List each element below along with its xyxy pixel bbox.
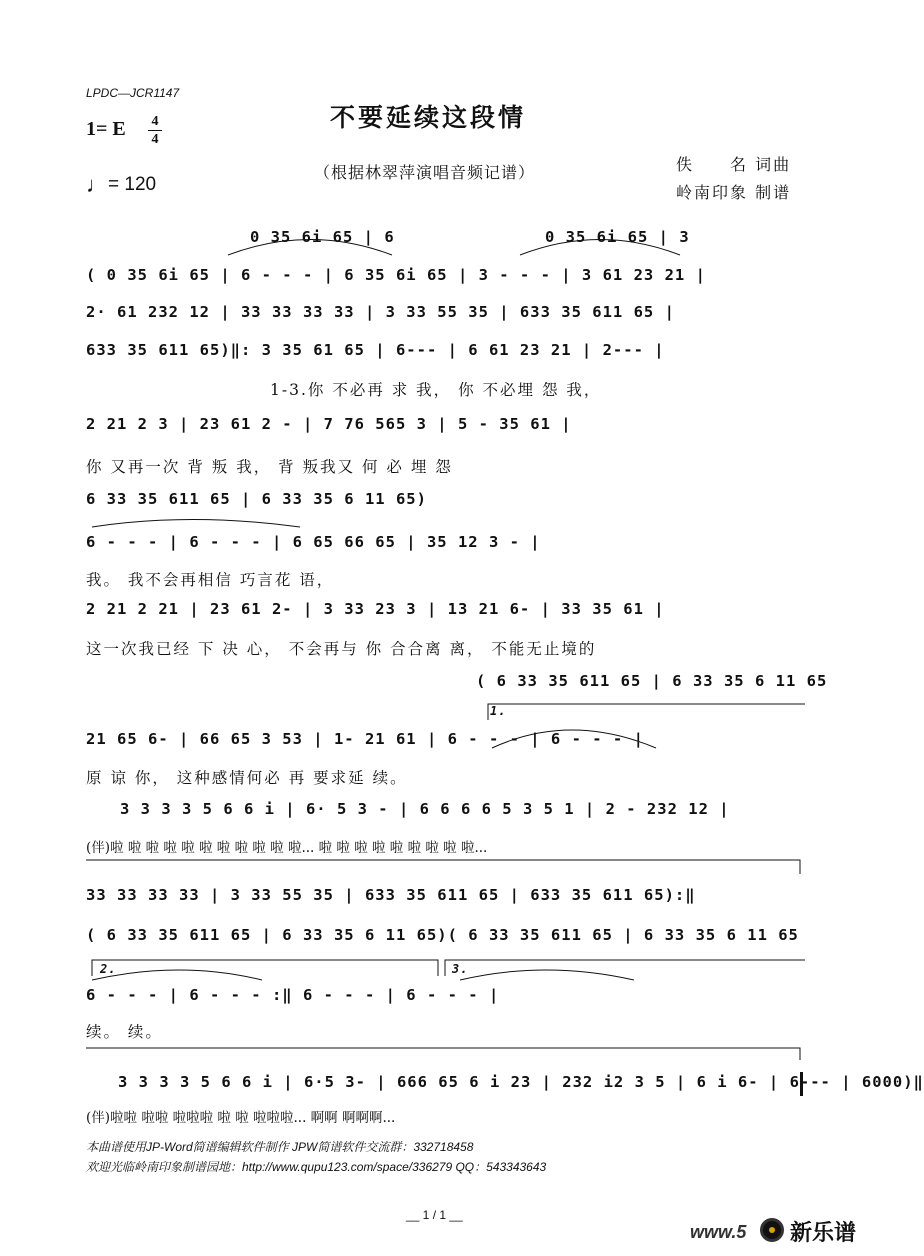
song-subtitle: （根据林翠萍演唱音频记谱） — [314, 163, 536, 182]
notation-row: ( 0 35 6i 65 | 6 - - - | 6 35 6i 65 | 3 - - - | 3 61 23 21 | — [86, 266, 706, 284]
notation-row: 0 35 6i 65 | 3 — [545, 228, 690, 246]
volta-bracket — [92, 960, 438, 976]
lyric-row: 原 谅 你， 这种感情何必 再 要求延 续。 — [86, 769, 408, 787]
tie-arc — [92, 970, 262, 980]
time-top: 4 — [151, 114, 159, 129]
volta-third: 3. — [452, 962, 469, 976]
time-bottom: 4 — [151, 132, 159, 147]
lyric-row: 我。 我不会再相信 巧言花 语， — [86, 571, 335, 589]
volta-bracket — [488, 704, 805, 720]
notation-row: ( 6 33 35 611 65 | 6 33 35 6 11 65)( 6 33 35 611 65 | 6 33 35 6 11 65 — [86, 926, 799, 944]
tie-arc — [92, 520, 300, 528]
notation-row: 0 35 6i 65 | 6 — [250, 228, 395, 246]
notation-row: 2 21 2 3 | 23 61 2 - | 7 76 565 3 | 5 - 35 61 | — [86, 415, 572, 433]
notation-row: 633 35 611 65)‖: 3 35 61 65 | 6--- | 6 61 23 21 | 2--- | — [86, 341, 665, 359]
score-code: LPDC—JCR1147 — [86, 86, 180, 100]
page-number: __ 1 / 1 __ — [406, 1208, 463, 1222]
vinyl-record-icon — [760, 1218, 784, 1242]
lyric-row: (伴)啦啦 啦啦 啦啦啦 啦 啦 啦啦啦... 啊啊 啊啊啊... — [86, 1110, 396, 1126]
credit-author: 佚 名 词曲 — [676, 155, 792, 174]
notation-row: 6 - - - | 6 - - - :‖ 6 - - - | 6 - - - | — [86, 986, 500, 1004]
footer-line-2: 欢迎光临岭南印象制谱园地：http://www.qupu123.com/space/336279 QQ：543343643 — [86, 1160, 547, 1174]
lyric-row: 续。 续。 — [86, 1023, 163, 1041]
key-signature: 1= E — [86, 118, 126, 140]
watermark-brand: 新乐谱 — [790, 1221, 857, 1246]
tempo-value: = 120 — [108, 174, 157, 195]
credit-arranger: 岭南印象 制谱 — [676, 183, 792, 202]
watermark-site: www.5 — [690, 1222, 747, 1242]
time-signature — [148, 114, 162, 147]
chorus-bracket — [86, 1048, 800, 1060]
notation-row: 6 - - - | 6 - - - | 6 65 66 65 | 35 12 3 - | — [86, 533, 541, 551]
quarter-note-icon: ♩ — [86, 172, 108, 197]
lyric-row: 你 又再一次 背 叛 我， 背 叛我又 何 必 埋 怨 — [86, 458, 453, 476]
lyric-row: 1-3.你 不必再 求 我， 你 不必埋 怨 我， — [270, 381, 602, 399]
notation-row: 6 33 35 611 65 | 6 33 35 6 11 65) — [86, 490, 427, 508]
song-title: 不要延续这段情 — [330, 103, 527, 132]
chorus-bracket — [86, 860, 800, 874]
notation-row: 3 3 3 3 5 6 6 i | 6·5 3- | 666 65 6 i 23 | 232 i2 3 5 | 6 i 6- | 6--- | 6000)‖ — [118, 1073, 924, 1091]
notation-row: 3 3 3 3 5 6 6 i | 6· 5 3 - | 6 6 6 6 5 3 5 1 | 2 - 232 12 | — [120, 800, 730, 818]
volta-second: 2. — [100, 962, 117, 976]
notation-row: 2 21 2 21 | 23 61 2- | 3 33 23 3 | 13 21 6- | 33 35 61 | — [86, 600, 665, 618]
footer-line-1: 本曲谱使用JP-Word简谱编辑软件制作 JPW简谱软件交流群：332718458 — [86, 1140, 474, 1154]
notation-row: 2· 61 232 12 | 33 33 33 33 | 3 33 55 35 | 633 35 611 65 | — [86, 303, 675, 321]
volta-first: 1. — [490, 704, 507, 718]
lyric-row: 这一次我已经 下 决 心， 不会再与 你 合合离 离， 不能无止境的 — [86, 640, 597, 658]
tie-arc — [460, 970, 634, 980]
volta-bracket — [445, 960, 805, 976]
lyric-row: (伴)啦 啦 啦 啦 啦 啦 啦 啦 啦 啦 啦... 啦 啦 啦 啦 啦 啦 啦 啦 啦... — [86, 840, 488, 856]
tempo-marking — [86, 172, 156, 198]
notation-row: 21 65 6- | 66 65 3 53 | 1- 21 61 | 6 - - - | 6 - - - | — [86, 730, 644, 748]
notation-row: ( 6 33 35 611 65 | 6 33 35 6 11 65 — [476, 672, 828, 690]
notation-row: 33 33 33 33 | 3 33 55 35 | 633 35 611 65 | 633 35 611 65):‖ — [86, 886, 696, 904]
